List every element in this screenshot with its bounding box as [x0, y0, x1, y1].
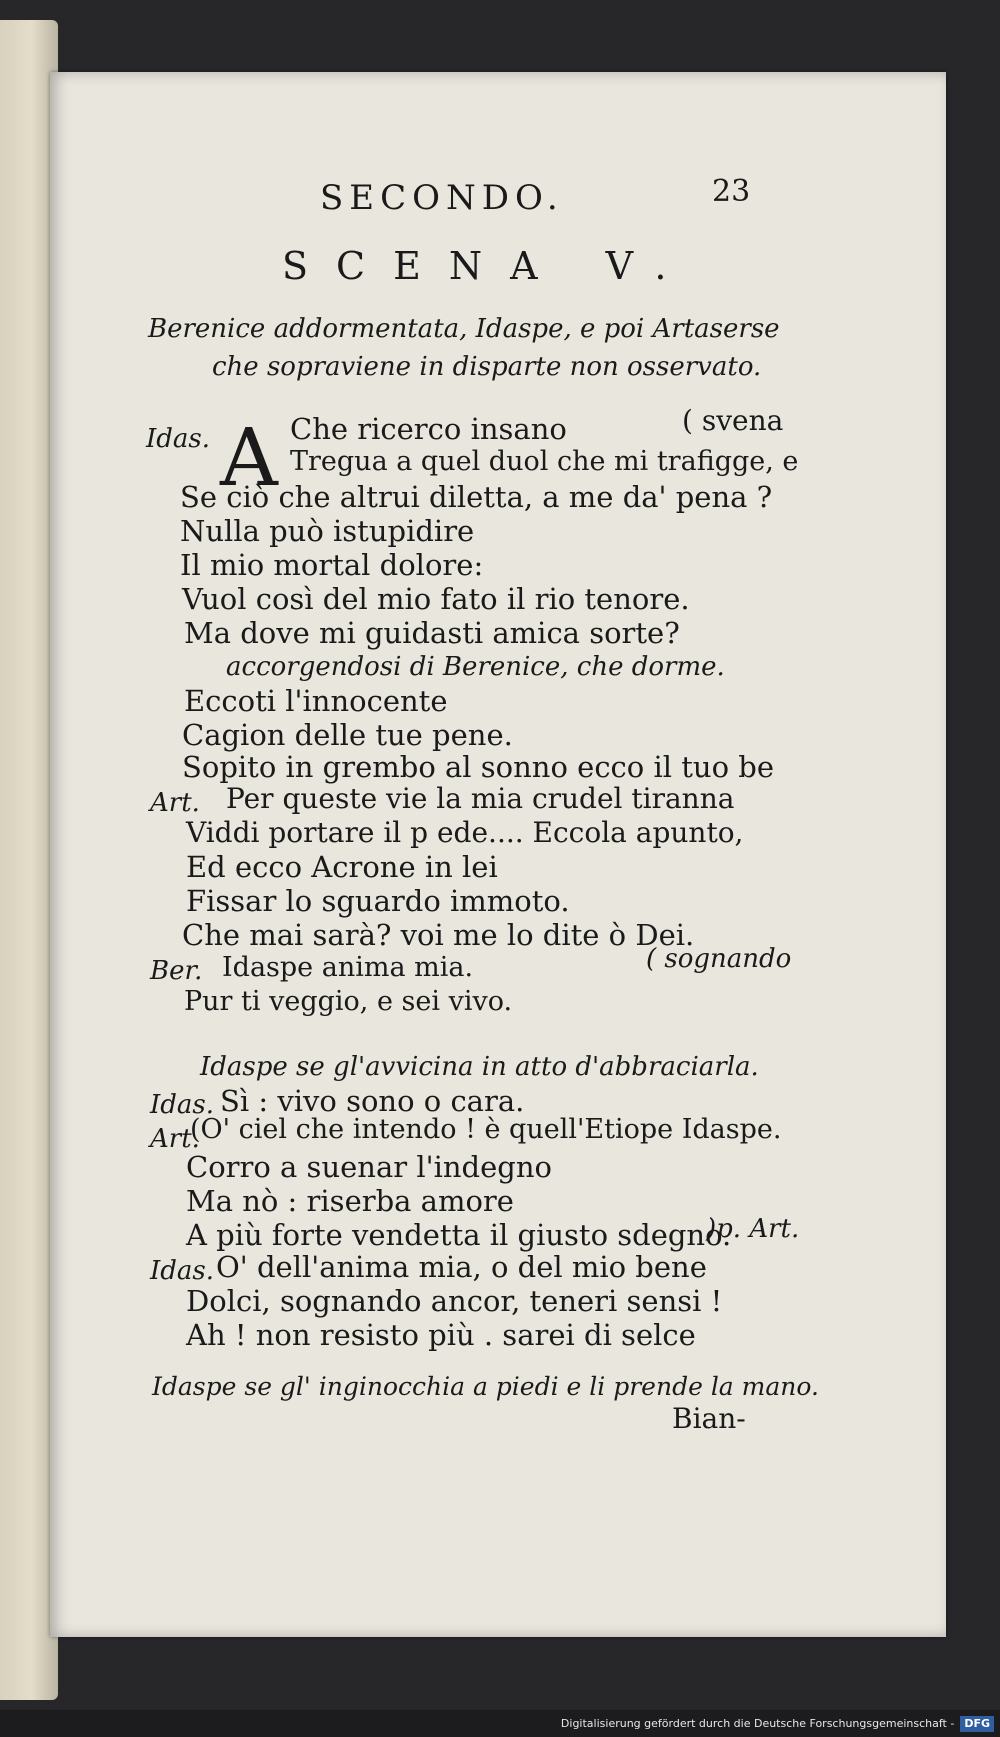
catchword: Bian-: [672, 1402, 746, 1435]
drop-cap: A: [220, 411, 278, 504]
footer-credit-text: Digitalisierung gefördert durch die Deutsche Forschungsgemeinschaft -: [560, 1717, 955, 1730]
speaker-idas: Idas.: [146, 424, 211, 454]
verse-line: Dolci, sognando ancor, teneri sensi !: [186, 1284, 723, 1318]
side-note-svena: ( svena: [682, 404, 784, 437]
speaker-art: Art.: [150, 788, 200, 818]
verse-line: Ma dove mi guidasti amica sorte?: [184, 616, 680, 650]
verse-line: Pur ti veggio, e sei vivo.: [184, 986, 513, 1017]
stage-direction-avvicina: Idaspe se gl'avvicina in atto d'abbraciarla.: [200, 1052, 759, 1082]
verse-line: Sì : vivo sono o cara.: [220, 1084, 525, 1118]
stage-direction-accorgendosi: accorgendosi di Berenice, che dorme.: [226, 652, 725, 682]
speaker-idas: Idas.: [150, 1090, 215, 1120]
scene-title: SCENA V.: [282, 244, 695, 288]
verse-line: Cagion delle tue pene.: [182, 718, 513, 752]
book-page: [50, 72, 946, 1637]
side-note-sognando: ( sognando: [646, 944, 792, 974]
stage-direction-inginocchia: Idaspe se gl' inginocchia a piedi e li prende la mano.: [152, 1372, 819, 1401]
side-note-p-art: )p. Art.: [706, 1214, 800, 1244]
verse-line: Per queste vie la mia crudel tiranna: [226, 782, 735, 815]
verse-line: Ed ecco Acrone in lei: [186, 850, 498, 884]
verse-line: Idaspe anima mia.: [222, 952, 474, 983]
verse-line: Sopito in grembo al sonno ecco il tuo be: [182, 750, 774, 784]
running-header: SECONDO.: [320, 178, 564, 218]
speaker-art: Art.: [150, 1124, 200, 1154]
verse-line: Tregua a quel duol che mi trafigge, e: [290, 446, 799, 477]
dfg-logo: DFG: [960, 1716, 994, 1732]
verse-line: Ma nò : riserba amore: [186, 1184, 514, 1218]
verse-line: Se ciò che altrui diletta, a me da' pena ?: [180, 480, 773, 514]
stage-direction-opening-2: che sopraviene in disparte non osservato.: [212, 352, 762, 382]
page-number: 23: [712, 174, 751, 209]
verse-line: Che mai sarà? voi me lo dite ò Dei.: [182, 918, 695, 952]
verse-line: Eccoti l'innocente: [184, 684, 448, 718]
verse-line: Il mio mortal dolore:: [180, 548, 484, 582]
speaker-ber: Ber.: [150, 956, 203, 986]
verse-line: Vuol così del mio fato il rio tenore.: [182, 582, 690, 616]
verse-line: Viddi portare il p ede.... Eccola apunto,: [186, 816, 744, 849]
stage-direction-opening-1: Berenice addormentata, Idaspe, e poi Artaserse: [148, 314, 780, 344]
verse-line: (O' ciel che intendo ! è quell'Etiope Idaspe.: [190, 1114, 782, 1145]
digitization-footer: [0, 1710, 1000, 1737]
verse-line: Ah ! non resisto più . sarei di selce: [186, 1318, 696, 1352]
verse-line: Che ricerco insano: [290, 412, 567, 446]
verse-line: O' dell'anima mia, o del mio bene: [216, 1250, 707, 1284]
speaker-idas: Idas.: [150, 1256, 215, 1286]
verse-line: Corro a suenar l'indegno: [186, 1150, 552, 1184]
verse-line: Fissar lo sguardo immoto.: [186, 884, 570, 918]
verse-line: Nulla può istupidire: [180, 514, 475, 548]
verse-line: A più forte vendetta il giusto sdegno.: [186, 1218, 732, 1252]
